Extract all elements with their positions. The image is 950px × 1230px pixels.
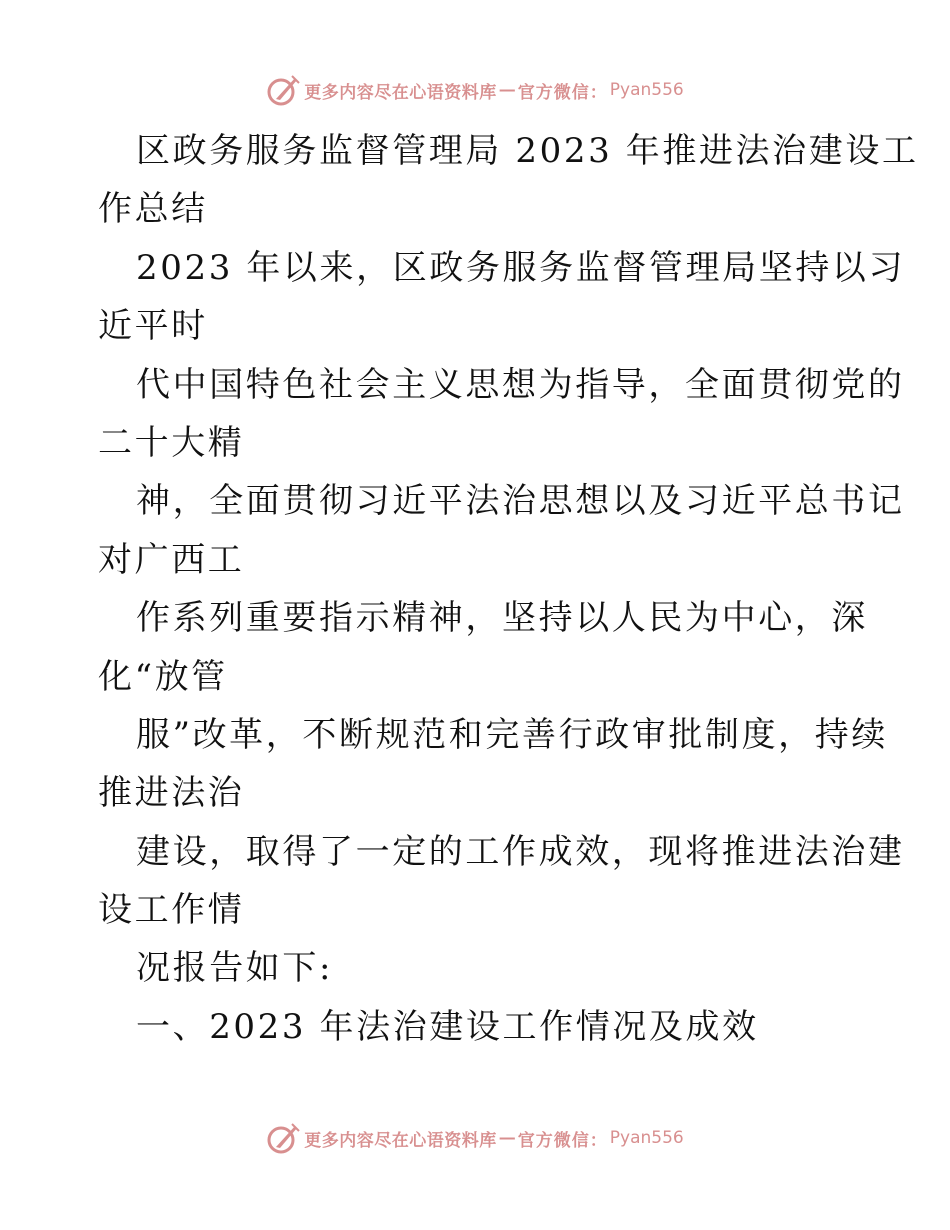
- text-line: 况报告如下:: [136, 948, 334, 989]
- quill-pen-logo-icon: [266, 1121, 300, 1155]
- text-line: 代中国特色社会主义思想为指导，全面贯彻党的: [136, 364, 905, 405]
- text-line: 作总结: [98, 189, 208, 230]
- text-line: 设工作情: [98, 890, 245, 931]
- text-line: 作系列重要指示精神，坚持以人民为中心，深: [136, 598, 868, 639]
- text-line: 二十大精: [98, 422, 245, 463]
- text-line: 服”改革，不断规范和完善行政审批制度，持续: [136, 714, 888, 755]
- watermark-label: 官方微信：: [517, 82, 608, 103]
- text-line: 推进法治: [98, 773, 245, 814]
- watermark-separator: —: [498, 80, 516, 100]
- watermark-main-text: 更多内容尽在心语资料库: [304, 1130, 497, 1151]
- watermark-label: 官方微信：: [517, 1130, 608, 1151]
- watermark-main-text: 更多内容尽在心语资料库: [304, 82, 497, 103]
- watermark-wechat-id: Pyan556: [609, 1128, 684, 1148]
- text-line: 区政务服务监督管理局 2023 年推进法治建设工: [136, 131, 919, 171]
- text-line: 建设，取得了一定的工作成效，现将推进法治建: [136, 831, 905, 872]
- text-line: 近平时: [98, 306, 208, 347]
- text-line: 对广西工: [98, 539, 245, 580]
- watermark-separator: —: [498, 1128, 516, 1148]
- watermark-header: [0, 72, 950, 108]
- text-line: 化“放管: [98, 656, 228, 697]
- watermark-wechat-id: Pyan556: [609, 80, 684, 100]
- text-line: 2023 年以来，区政务服务监督管理局坚持以习: [136, 247, 906, 288]
- text-line: 神，全面贯彻习近平法治思想以及习近平总书记: [136, 481, 905, 522]
- quill-pen-logo-icon: [266, 73, 300, 107]
- section-heading: 一、2023 年法治建设工作情况及成效: [136, 1006, 759, 1047]
- watermark-footer: [0, 1120, 950, 1156]
- document-body: [98, 122, 919, 1056]
